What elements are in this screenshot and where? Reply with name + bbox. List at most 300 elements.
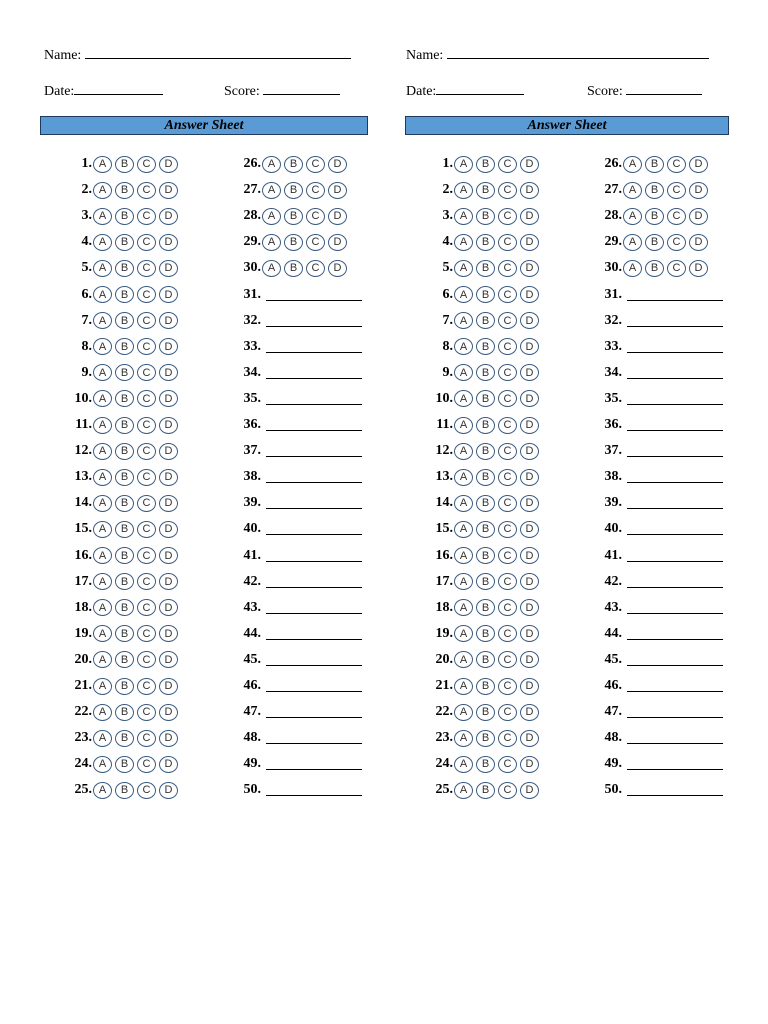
answer-bubble[interactable]: B [284,156,303,173]
answer-bubble[interactable]: B [115,547,134,564]
answer-bubble[interactable]: D [520,521,539,538]
answer-bubble[interactable]: C [137,704,156,721]
name-line[interactable] [85,46,351,59]
answer-bubble[interactable]: D [159,338,178,355]
answer-bubble[interactable]: B [115,730,134,747]
answer-bubble[interactable]: C [137,782,156,799]
answer-bubble[interactable]: C [137,573,156,590]
answer-bubble[interactable]: A [93,260,112,277]
answer-line[interactable] [266,654,362,666]
answer-bubble[interactable]: B [476,234,495,251]
answer-bubble[interactable]: C [306,208,325,225]
answer-bubble[interactable]: D [328,234,347,251]
answer-line[interactable] [266,289,362,301]
answer-line[interactable] [266,732,362,744]
answer-bubble[interactable]: C [498,312,517,329]
answer-bubble[interactable]: A [454,782,473,799]
answer-bubble[interactable]: C [137,286,156,303]
answer-bubble[interactable]: A [454,625,473,642]
answer-line[interactable] [266,315,362,327]
answer-bubble[interactable]: A [454,234,473,251]
answer-bubble[interactable]: D [520,156,539,173]
answer-bubble[interactable]: C [498,338,517,355]
answer-bubble[interactable]: A [454,390,473,407]
answer-bubble[interactable]: A [93,312,112,329]
answer-bubble[interactable]: B [476,469,495,486]
answer-bubble[interactable]: B [645,182,664,199]
answer-bubble[interactable]: A [623,260,642,277]
answer-bubble[interactable]: C [137,234,156,251]
answer-bubble[interactable]: D [520,469,539,486]
answer-bubble[interactable]: D [159,573,178,590]
answer-bubble[interactable]: A [454,756,473,773]
answer-line[interactable] [266,367,362,379]
answer-bubble[interactable]: A [93,390,112,407]
answer-bubble[interactable]: C [137,756,156,773]
answer-bubble[interactable]: D [520,417,539,434]
answer-bubble[interactable]: A [623,182,642,199]
answer-line[interactable] [266,445,362,457]
answer-bubble[interactable]: A [454,704,473,721]
answer-bubble[interactable]: A [454,651,473,668]
answer-bubble[interactable]: D [689,234,708,251]
answer-bubble[interactable]: D [328,156,347,173]
answer-bubble[interactable]: B [115,338,134,355]
answer-bubble[interactable]: A [93,625,112,642]
answer-bubble[interactable]: D [159,234,178,251]
answer-bubble[interactable]: B [115,364,134,381]
answer-line[interactable] [266,341,362,353]
answer-bubble[interactable]: A [93,182,112,199]
answer-bubble[interactable]: D [159,651,178,668]
answer-bubble[interactable]: B [115,469,134,486]
name-field[interactable] [44,46,351,64]
answer-bubble[interactable]: D [159,312,178,329]
answer-line[interactable] [627,523,723,535]
score-line[interactable] [263,82,340,95]
answer-bubble[interactable]: B [476,312,495,329]
answer-bubble[interactable]: D [520,704,539,721]
answer-bubble[interactable]: B [115,312,134,329]
answer-bubble[interactable]: D [689,156,708,173]
answer-line[interactable] [627,445,723,457]
answer-bubble[interactable]: C [498,730,517,747]
answer-line[interactable] [627,419,723,431]
answer-line[interactable] [627,471,723,483]
answer-bubble[interactable]: C [137,390,156,407]
answer-bubble[interactable]: C [667,234,686,251]
answer-bubble[interactable]: D [520,338,539,355]
answer-bubble[interactable]: C [498,573,517,590]
answer-bubble[interactable]: D [159,260,178,277]
answer-line[interactable] [627,732,723,744]
answer-bubble[interactable]: A [454,260,473,277]
answer-bubble[interactable]: A [93,573,112,590]
answer-bubble[interactable]: C [498,599,517,616]
answer-bubble[interactable]: B [476,547,495,564]
answer-bubble[interactable]: D [159,443,178,460]
answer-bubble[interactable]: D [689,182,708,199]
answer-bubble[interactable]: D [159,182,178,199]
answer-bubble[interactable]: D [159,756,178,773]
answer-bubble[interactable]: D [159,704,178,721]
answer-bubble[interactable]: A [262,182,281,199]
answer-bubble[interactable]: C [498,678,517,695]
answer-bubble[interactable]: A [454,417,473,434]
answer-bubble[interactable]: C [498,208,517,225]
answer-bubble[interactable]: B [115,417,134,434]
answer-choices [454,182,539,199]
answer-line[interactable] [266,523,362,535]
answer-bubble[interactable]: D [159,495,178,512]
answer-bubble[interactable]: D [520,182,539,199]
answer-bubble[interactable]: C [137,599,156,616]
answer-bubble[interactable]: B [476,417,495,434]
answer-bubble[interactable]: D [520,234,539,251]
answer-bubble[interactable]: C [137,156,156,173]
answer-bubble[interactable]: D [520,208,539,225]
answer-bubble[interactable]: A [93,469,112,486]
answer-bubble[interactable]: C [498,182,517,199]
answer-bubble[interactable]: B [284,182,303,199]
answer-bubble[interactable]: A [454,730,473,747]
answer-bubble[interactable]: D [159,547,178,564]
answer-bubble[interactable]: C [137,260,156,277]
answer-bubble[interactable]: C [137,521,156,538]
answer-bubble[interactable]: C [498,417,517,434]
answer-bubble[interactable]: B [115,495,134,512]
answer-bubble[interactable]: D [159,782,178,799]
answer-bubble[interactable]: A [454,599,473,616]
answer-line[interactable] [627,628,723,640]
answer-bubble[interactable]: B [645,260,664,277]
answer-bubble[interactable]: B [476,651,495,668]
question-number: 19. [74,625,92,641]
answer-bubble[interactable]: D [520,260,539,277]
answer-line[interactable] [266,497,362,509]
answer-bubble[interactable]: A [93,417,112,434]
answer-bubble[interactable]: B [476,599,495,616]
answer-bubble[interactable]: D [159,599,178,616]
answer-bubble[interactable]: D [159,521,178,538]
answer-bubble[interactable]: B [115,443,134,460]
answer-bubble[interactable]: C [137,182,156,199]
answer-bubble[interactable]: B [115,234,134,251]
answer-bubble[interactable]: A [262,208,281,225]
answer-bubble[interactable]: D [520,364,539,381]
answer-bubble[interactable]: C [306,156,325,173]
answer-bubble[interactable]: B [645,234,664,251]
answer-bubble[interactable]: C [306,260,325,277]
answer-bubble[interactable]: A [93,234,112,251]
answer-bubble[interactable]: C [498,156,517,173]
answer-bubble[interactable]: D [520,573,539,590]
answer-bubble[interactable]: D [159,390,178,407]
answer-bubble[interactable]: B [476,338,495,355]
answer-bubble[interactable]: D [159,625,178,642]
answer-line[interactable] [627,654,723,666]
answer-bubble[interactable]: D [159,364,178,381]
answer-bubble[interactable]: B [115,651,134,668]
answer-bubble[interactable]: C [137,469,156,486]
answer-bubble[interactable]: C [137,364,156,381]
answer-bubble[interactable]: A [262,234,281,251]
answer-bubble[interactable]: C [306,182,325,199]
answer-line[interactable] [266,602,362,614]
answer-bubble[interactable]: B [115,678,134,695]
answer-bubble[interactable]: C [137,443,156,460]
answer-bubble[interactable]: A [93,156,112,173]
answer-line[interactable] [627,497,723,509]
answer-bubble[interactable]: A [454,469,473,486]
answer-bubble[interactable]: D [520,678,539,695]
name-field[interactable] [406,46,709,64]
answer-line[interactable] [627,550,723,562]
answer-line[interactable] [266,419,362,431]
answer-bubble[interactable]: A [93,651,112,668]
answer-bubble[interactable]: D [520,651,539,668]
answer-bubble[interactable]: C [498,651,517,668]
answer-bubble[interactable]: A [93,443,112,460]
answer-bubble[interactable]: C [137,730,156,747]
answer-bubble[interactable]: A [454,364,473,381]
answer-bubble[interactable]: A [454,521,473,538]
answer-bubble[interactable]: A [623,208,642,225]
answer-bubble[interactable]: B [476,625,495,642]
answer-bubble[interactable]: C [498,521,517,538]
answer-bubble[interactable]: B [476,730,495,747]
date-field[interactable] [44,82,163,100]
answer-bubble[interactable]: D [520,312,539,329]
answer-bubble[interactable]: C [137,678,156,695]
answer-bubble[interactable]: C [137,651,156,668]
answer-bubble[interactable]: C [667,208,686,225]
answer-line[interactable] [627,289,723,301]
answer-bubble[interactable]: D [520,495,539,512]
answer-bubble[interactable]: D [520,756,539,773]
answer-bubble[interactable]: C [498,390,517,407]
answer-line[interactable] [266,471,362,483]
answer-bubble[interactable]: B [476,495,495,512]
answer-line[interactable] [627,602,723,614]
answer-bubble[interactable]: D [520,286,539,303]
answer-bubble[interactable]: B [115,521,134,538]
answer-bubble[interactable]: A [93,678,112,695]
answer-bubble[interactable]: D [159,286,178,303]
answer-bubble[interactable]: D [520,443,539,460]
question-row [56,414,178,436]
answer-line[interactable] [266,784,362,796]
name-line[interactable] [447,46,709,59]
answer-bubble[interactable]: B [115,782,134,799]
answer-bubble[interactable]: B [115,208,134,225]
answer-bubble[interactable]: C [498,286,517,303]
answer-line[interactable] [627,315,723,327]
answer-bubble[interactable]: D [328,260,347,277]
answer-bubble[interactable]: A [454,286,473,303]
answer-bubble[interactable]: D [328,182,347,199]
answer-line[interactable] [627,680,723,692]
answer-bubble[interactable]: B [476,286,495,303]
answer-bubble[interactable]: B [476,156,495,173]
answer-line[interactable] [266,758,362,770]
answer-bubble[interactable]: A [262,260,281,277]
score-field[interactable] [587,82,702,100]
answer-line[interactable] [627,576,723,588]
answer-bubble[interactable]: B [115,260,134,277]
answer-bubble[interactable]: B [115,286,134,303]
answer-bubble[interactable]: C [137,417,156,434]
answer-bubble[interactable]: B [284,260,303,277]
answer-bubble[interactable]: D [520,599,539,616]
answer-bubble[interactable]: C [667,182,686,199]
answer-bubble[interactable]: B [476,364,495,381]
answer-bubble[interactable]: C [498,443,517,460]
answer-bubble[interactable]: B [476,756,495,773]
score-field[interactable] [224,82,340,100]
answer-line[interactable] [266,680,362,692]
answer-bubble[interactable]: C [667,156,686,173]
answer-bubble[interactable]: A [262,156,281,173]
answer-bubble[interactable]: C [667,260,686,277]
answer-bubble[interactable]: A [93,521,112,538]
answer-bubble[interactable]: A [93,338,112,355]
answer-bubble[interactable]: A [454,208,473,225]
answer-line[interactable] [627,758,723,770]
answer-line[interactable] [627,784,723,796]
score-line[interactable] [626,82,702,95]
answer-bubble[interactable]: C [137,338,156,355]
answer-bubble[interactable]: D [520,390,539,407]
answer-bubble[interactable]: B [284,234,303,251]
answer-bubble[interactable]: A [454,495,473,512]
answer-bubble[interactable]: B [476,443,495,460]
answer-bubble[interactable]: A [623,234,642,251]
answer-bubble[interactable]: D [520,730,539,747]
answer-bubble[interactable]: D [159,678,178,695]
answer-bubble[interactable]: C [306,234,325,251]
answer-bubble[interactable]: B [645,156,664,173]
answer-bubble[interactable]: D [159,730,178,747]
answer-bubble[interactable]: A [454,443,473,460]
answer-bubble[interactable]: B [645,208,664,225]
answer-bubble[interactable]: D [159,417,178,434]
answer-bubble[interactable]: A [454,678,473,695]
answer-bubble[interactable]: A [93,782,112,799]
answer-bubble[interactable]: A [623,156,642,173]
fill-in-row [235,310,362,332]
answer-bubble[interactable]: A [93,704,112,721]
answer-bubble[interactable]: D [159,208,178,225]
answer-bubble[interactable]: C [137,208,156,225]
answer-bubble[interactable]: A [454,573,473,590]
answer-bubble[interactable]: B [476,182,495,199]
answer-bubble[interactable]: D [520,547,539,564]
answer-bubble[interactable]: C [137,547,156,564]
answer-bubble[interactable]: B [115,182,134,199]
answer-bubble[interactable]: C [137,495,156,512]
answer-bubble[interactable]: C [498,547,517,564]
answer-bubble[interactable]: C [498,625,517,642]
answer-line[interactable] [627,393,723,405]
answer-line[interactable] [266,393,362,405]
answer-bubble[interactable]: A [454,547,473,564]
answer-bubble[interactable]: C [498,495,517,512]
answer-bubble[interactable]: D [520,625,539,642]
answer-bubble[interactable]: B [476,521,495,538]
answer-bubble[interactable]: B [476,678,495,695]
answer-bubble[interactable]: C [498,782,517,799]
answer-line[interactable] [266,550,362,562]
answer-bubble[interactable]: A [93,286,112,303]
answer-bubble[interactable]: A [454,156,473,173]
date-line[interactable] [436,82,524,95]
answer-line[interactable] [627,367,723,379]
answer-bubble[interactable]: B [115,156,134,173]
answer-bubble[interactable]: A [93,208,112,225]
answer-bubble[interactable]: C [498,756,517,773]
answer-bubble[interactable]: B [115,756,134,773]
answer-line[interactable] [266,706,362,718]
date-line[interactable] [74,82,163,95]
answer-bubble[interactable]: D [689,208,708,225]
answer-bubble[interactable]: D [689,260,708,277]
answer-bubble[interactable]: A [454,312,473,329]
answer-bubble[interactable]: A [93,756,112,773]
answer-bubble[interactable]: A [454,338,473,355]
answer-bubble[interactable]: C [498,364,517,381]
answer-bubble[interactable]: C [137,625,156,642]
answer-choices [454,521,539,538]
answer-bubble[interactable]: B [476,782,495,799]
answer-bubble[interactable]: A [454,182,473,199]
answer-bubble[interactable]: A [93,364,112,381]
answer-bubble[interactable]: C [137,312,156,329]
answer-bubble[interactable]: B [115,390,134,407]
answer-bubble[interactable]: B [284,208,303,225]
answer-bubble[interactable]: B [476,208,495,225]
answer-line[interactable] [627,706,723,718]
answer-bubble[interactable]: C [498,234,517,251]
answer-bubble[interactable]: D [159,156,178,173]
answer-line[interactable] [266,576,362,588]
answer-bubble[interactable]: B [476,260,495,277]
answer-bubble[interactable]: A [93,495,112,512]
answer-bubble[interactable]: B [476,573,495,590]
answer-line[interactable] [266,628,362,640]
answer-bubble[interactable]: D [159,469,178,486]
answer-bubble[interactable]: C [498,704,517,721]
answer-bubble[interactable]: D [520,782,539,799]
answer-bubble[interactable]: A [93,730,112,747]
answer-bubble[interactable]: B [115,704,134,721]
answer-bubble[interactable]: B [115,573,134,590]
answer-bubble[interactable]: B [476,390,495,407]
answer-bubble[interactable]: C [498,260,517,277]
answer-bubble[interactable]: B [115,599,134,616]
answer-bubble[interactable]: C [498,469,517,486]
answer-bubble[interactable]: D [328,208,347,225]
answer-bubble[interactable]: A [93,599,112,616]
question-row [235,179,347,201]
answer-bubble[interactable]: B [115,625,134,642]
answer-line[interactable] [627,341,723,353]
answer-bubble[interactable]: B [476,704,495,721]
date-field[interactable] [406,82,524,100]
question-number: 32. [604,312,622,328]
fill-in-row [596,545,723,567]
answer-bubble[interactable]: A [93,547,112,564]
